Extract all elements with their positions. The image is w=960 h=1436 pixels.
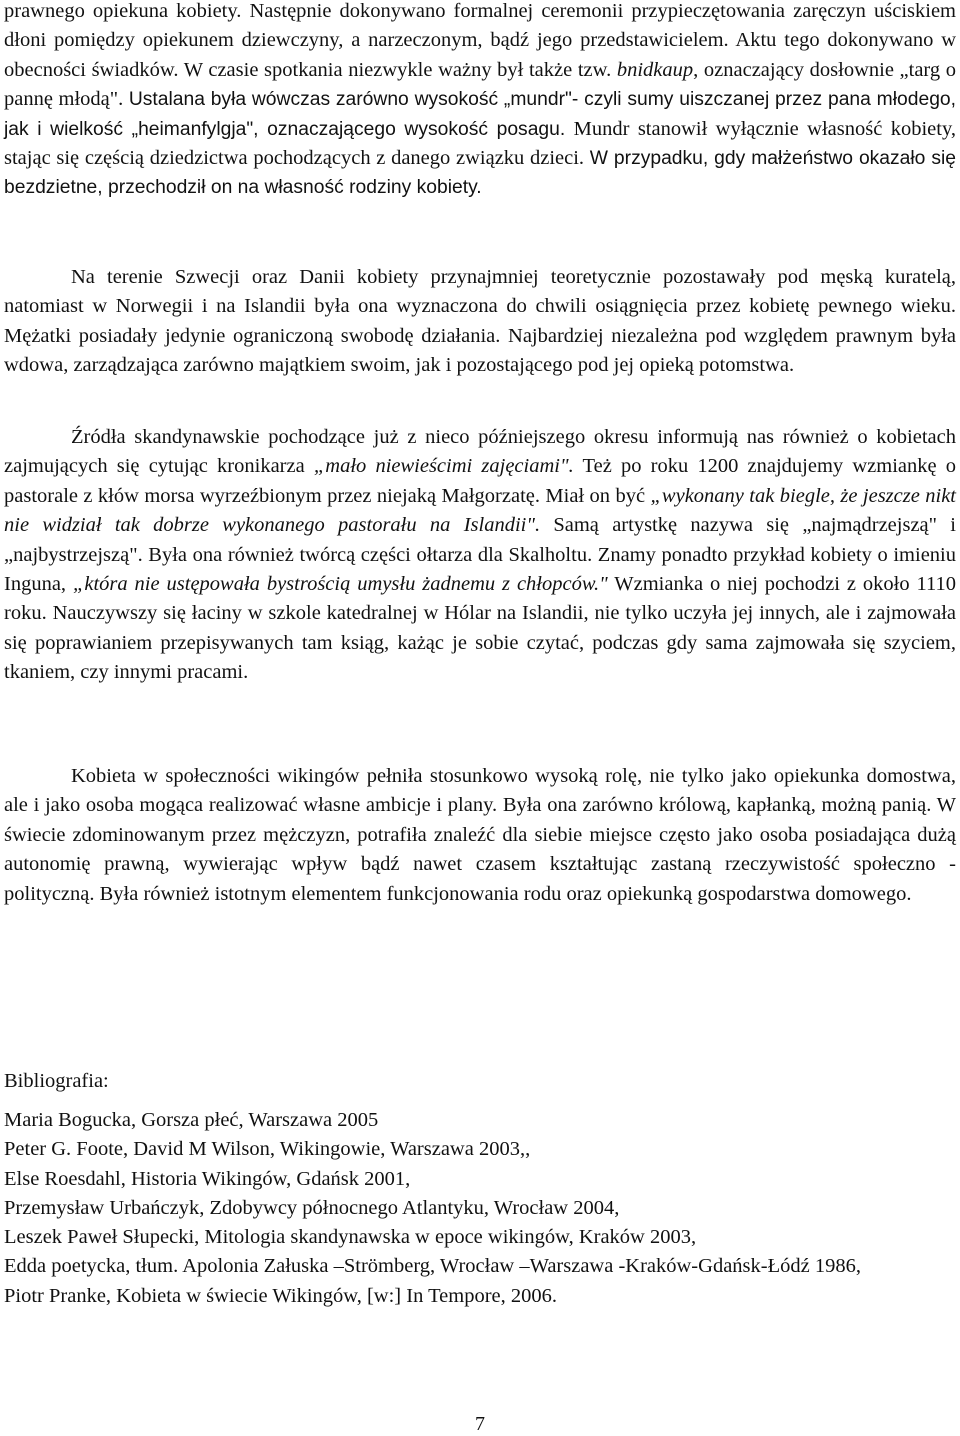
bibliography-item: Maria Bogucka, Gorsza płeć, Warszawa 2005 — [4, 1109, 379, 1131]
bibliography-item: Edda poetycka, tłum. Apolonia Załuska –Strömberg, Wrocław –Warszawa -Kraków-Gdańsk-Łódź 1986, — [4, 1255, 861, 1278]
paragraph-2: Na terenie Szwecji oraz Danii kobiety przynajmniej teoretycznie pozostawały pod męską kuratelą, natomiast w Norwegii i na Islandii była ona wyznaczona do chwili osiągnięcia przez kobietę pewnego wieku. Mężatki posiadały jedynie ograniczoną swobodę działania. Najbardziej niezależna pod względem prawnym była wdowa, zarządzająca zarówno majątkiem swoim, jak i pozostającego pod jej opieką potomstwa. — [4, 266, 956, 377]
italic-quote: „mało niewieścimi zajęciami". — [313, 455, 574, 478]
text-run: Też po roku 1200 znajdujemy wzmiankę o pastorale z kłów morsa wyrzeźbionym przez niejaką Małgorzatę. Miał on być — [4, 455, 957, 507]
text-run: prawnego opiekuna kobiety. Następnie dokonywano formalnej ceremonii przypieczętowania zaręczyn uściskiem dłoni pomiędzy opiekunem dziewczyny, a narzeczonym, bądź jego przedstawicielem. Aktu tego dokonywano w obecności świadków. W czasie spotkania niezwykle ważny był także tzw. — [4, 0, 956, 81]
bibliography-item: Peter G. Foote, David M Wilson, Wikingowie, Warszawa 2003,, — [4, 1138, 531, 1161]
text-run-sans: Ustalana była wówczas zarówno wysokość „mundr"- czyli sumy uiszczanej przez pana młodego, jak i wielkość „heimanfylgja", oznaczającego wysokość posagu. — [4, 89, 956, 140]
text-run: Mundr stanowił wyłącznie własność kobiety, stając się częścią dziedzictwa pochodzących z danego związku dzieci. — [4, 117, 956, 170]
page-number: 7 — [475, 1413, 485, 1435]
bibliography-item: Przemysław Urbańczyk, Zdobywcy północnego Atlantyku, Wrocław 2004, — [4, 1196, 620, 1219]
text-run: Źródła skandynawskie pochodzące już z nieco późniejszego okresu informują nas również o kobietach zajmujących się cytując kronikarza — [4, 426, 956, 478]
italic-quote: „która nie ustępowała bystrością umysłu żadnemu z chłopców." — [72, 573, 608, 596]
italic-term: bnidkaup — [616, 58, 694, 81]
text-run: Samą artystkę nazywa się „najmądrzejszą" i „najbystrzejszą". Była ona również twórcą części ołtarza dla Skalholtu. Znamy ponadto przykład kobiety o imieniu Inguna, — [4, 514, 956, 596]
text-run: , oznaczający dosłownie „targ o pannę młodą". — [4, 58, 956, 111]
bibliography-title: Bibliografia: — [4, 1070, 109, 1092]
bibliography-list — [4, 1106, 956, 1311]
paragraph-1 — [4, 0, 956, 203]
italic-quote: „wykonany tak biegle, że jeszcze nikt nie widział tak dobrze wykonanego pastorału na Islandii". — [4, 484, 957, 537]
paragraph-3 — [4, 423, 956, 688]
paragraph-4: Kobieta w społeczności wikingów pełniła stosunkowo wysoką rolę, nie tylko jako opiekunka domostwa, ale i jako osoba mogąca realizować własne ambicje i plany. Była ona zarówno królową, kapłanką, możną panią. W świecie zdominowanym przez mężczyzn, potrafiła znaleźć dla siebie miejsce często jako osoba posiadająca dużą autonomię prawną, wywierając wpływ bądź nawet czasem kształtując zastaną rzeczywistość społeczno - polityczną. Była również istotnym elementem funkcjonowania rodu oraz opiekunką gospodarstwa domowego. — [4, 765, 956, 905]
bibliography-item: Else Roesdahl, Historia Wikingów, Gdańsk 2001, — [4, 1167, 411, 1190]
bibliography-item: Piotr Pranke, Kobieta w świecie Wikingów, [w:] In Tempore, 2006. — [4, 1284, 558, 1307]
text-run: Wzmianka o niej pochodzi z około 1110 roku. Nauczywszy się łaciny w szkole katedralnej w Hólar na Islandii, nie tylko uczyła jej innych, ale i zajmowała się poprawianiem przepisywanych tam ksiąg, każąc je sobie czytać, podczas gdy sama zajmowała się szyciem, tkaniem, czy innymi pracami. — [4, 573, 956, 684]
bibliography-item: Leszek Paweł Słupecki, Mitologia skandynawska w epoce wikingów, Kraków 2003, — [4, 1226, 697, 1249]
text-run-sans: W przypadku, gdy małżeństwo okazało się bezdzietne, przechodził on na własność rodziny kobiety. — [4, 148, 956, 199]
